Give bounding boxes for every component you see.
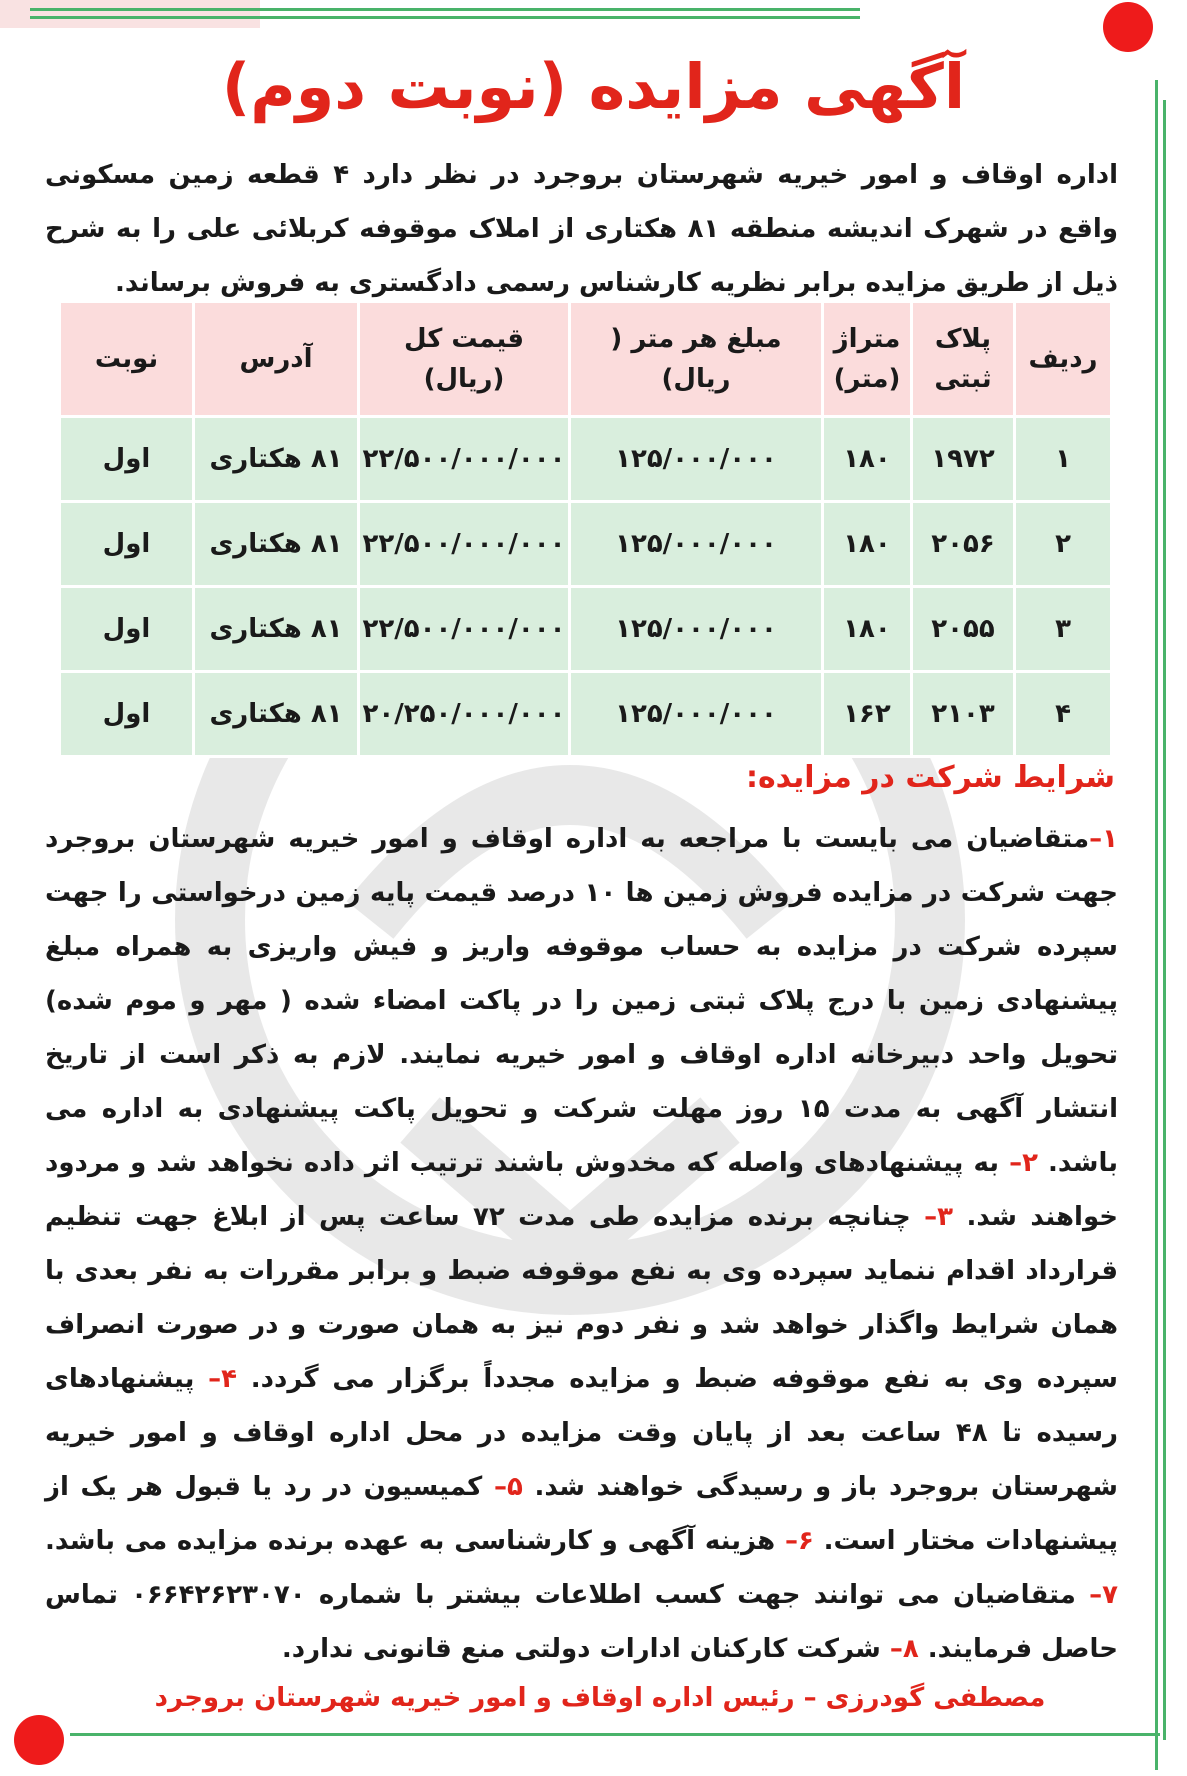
cell-plate: ۲۰۵۵ — [912, 587, 1015, 672]
cell-total-price: ۲۲/۵۰۰/۰۰۰/۰۰۰ — [359, 502, 570, 587]
cell-price-per-meter: ۱۲۵/۰۰۰/۰۰۰ — [570, 417, 823, 502]
condition-text: متقاضیان می توانند جهت کسب اطلاعات بیشتر با شماره ۰۶۶۴۲۶۲۳۰۷۰ تماس حاصل فرمایند. — [45, 1580, 1118, 1664]
cell-price-per-meter: ۱۲۵/۰۰۰/۰۰۰ — [570, 502, 823, 587]
cell-row-number: ۲ — [1015, 502, 1111, 587]
cell-price-per-meter: ۱۲۵/۰۰۰/۰۰۰ — [570, 587, 823, 672]
cell-total-price: ۲۲/۵۰۰/۰۰۰/۰۰۰ — [359, 587, 570, 672]
bottom-border-line — [70, 1733, 1160, 1736]
condition-number: ۳– — [924, 1202, 954, 1232]
table-row — [60, 587, 1111, 672]
cell-price-per-meter: ۱۲۵/۰۰۰/۰۰۰ — [570, 672, 823, 757]
condition-number: ۲– — [1009, 1148, 1038, 1178]
cell-area: ۱۶۲ — [823, 672, 912, 757]
cell-address: ۸۱ هکتاری — [194, 672, 359, 757]
table-header-row — [60, 303, 1111, 417]
page-title: آگهی مزایده (نوبت دوم) — [221, 50, 966, 123]
cell-round: اول — [60, 502, 194, 587]
conditions-title: شرایط شرکت در مزایده: — [745, 760, 1115, 795]
condition-text: چنانچه برنده مزایده طی مدت ۷۲ ساعت پس از ابلاغ جهت تنظیم قرارداد اقدام ننماید سپرده وی به نفع موقوفه ضبط و برابر مقررات به نفر بعدی با همان شرایط واگذار خواهد شد و نفر دوم نیز به همان صورت و در صورت انصراف سپرده وی به نفع موقوفه ضبط و مزایده مجدداً برگزار می گردد. — [45, 1202, 1118, 1394]
header-total-price: قیمت کل (ریال) — [359, 303, 570, 417]
cell-area: ۱۸۰ — [823, 417, 912, 502]
condition-text: پیشنهادهای رسیده تا ۴۸ ساعت بعد از پایان وقت مزایده در محل اداره اوقاف و امور خیریه شهرستان بروجرد باز و رسیدگی خواهند شد. — [45, 1364, 1118, 1502]
header-plate: پلاک ثبتی — [912, 303, 1015, 417]
table-row — [60, 502, 1111, 587]
condition-text: به پیشنهادهای واصله که مخدوش باشند ترتیب اثر داده نخواهد شد و مردود خواهند شد. — [45, 1148, 1118, 1232]
auction-table — [58, 303, 1110, 758]
condition-text: هزینه آگهی و کارشناسی به عهده برنده مزایده می باشد. — [45, 1526, 776, 1556]
cell-total-price: ۲۲/۵۰۰/۰۰۰/۰۰۰ — [359, 417, 570, 502]
cell-area: ۱۸۰ — [823, 587, 912, 672]
condition-number: ۵– — [493, 1472, 523, 1502]
top-border-line-2 — [30, 16, 860, 19]
condition-text: متقاضیان می بایست با مراجعه به اداره اوقاف و امور خیریه شهرستان بروجرد جهت شرکت در مزایده فروش زمین ها ۱۰ درصد قیمت پایه زمین درخواستی را جهت سپرده شرکت در مزایده به حساب موقوفه واریز و فیش واریزی به همراه مبلغ پیشنهادی زمین با درج پلاک ثبتی زمین را در پاکت امضاء شده ( مهر و موم شده) تحویل واحد دبیرخانه اداره اوقاف و امور خیریه نمایند. لازم به ذکر است از تاریخ انتشار آگهی به مدت ۱۵ روز مهلت شرکت و تحویل پاکت پیشنهادی به اداره می باشد. — [45, 824, 1119, 1178]
red-dot-top-right — [1103, 2, 1153, 52]
header-price-per-meter: مبلغ هر متر ( ریال) — [570, 303, 823, 417]
header-area: متراژ (متر) — [823, 303, 912, 417]
top-border-line — [30, 8, 860, 11]
header-row-number: ردیف — [1015, 303, 1111, 417]
right-border-line-2 — [1163, 100, 1166, 1740]
cell-plate: ۲۱۰۳ — [912, 672, 1015, 757]
cell-row-number: ۴ — [1015, 672, 1111, 757]
conditions-paragraph — [45, 812, 1118, 1676]
cell-address: ۸۱ هکتاری — [194, 502, 359, 587]
cell-address: ۸۱ هکتاری — [194, 587, 359, 672]
cell-round: اول — [60, 672, 194, 757]
condition-number: ۷– — [1089, 1580, 1118, 1610]
cell-round: اول — [60, 417, 194, 502]
header-round: نوبت — [60, 303, 194, 417]
cell-area: ۱۸۰ — [823, 502, 912, 587]
cell-plate: ۲۰۵۶ — [912, 502, 1015, 587]
signature: مصطفی گودرزی – رئیس اداره اوقاف و امور خیریه شهرستان بروجرد — [154, 1683, 1046, 1713]
condition-number: ۱– — [1089, 824, 1118, 854]
corner-decoration — [0, 0, 260, 28]
cell-plate: ۱۹۷۲ — [912, 417, 1015, 502]
cell-row-number: ۱ — [1015, 417, 1111, 502]
cell-address: ۸۱ هکتاری — [194, 417, 359, 502]
cell-row-number: ۳ — [1015, 587, 1111, 672]
right-border-line — [1155, 80, 1158, 1770]
condition-text: شرکت کارکنان ادارات دولتی منع قانونی ندارد. — [281, 1634, 881, 1664]
condition-text: کمیسیون در رد یا قبول هر یک از پیشنهادات مختار است. — [45, 1472, 1118, 1556]
condition-number: ۴– — [208, 1364, 237, 1394]
table-row — [60, 672, 1111, 757]
red-dot-bottom-left — [14, 1715, 64, 1765]
condition-number: ۶– — [784, 1526, 814, 1556]
cell-round: اول — [60, 587, 194, 672]
condition-number: ۸– — [889, 1634, 919, 1664]
intro-paragraph: اداره اوقاف و امور خیریه شهرستان بروجرد در نظر دارد ۴ قطعه زمین مسکونی واقع در شهرک اندیشه منطقه ۸۱ هکتاری از املاک موقوفه کربلائی علی را به شرح ذیل از طریق مزایده برابر نظریه کارشناس رسمی دادگستری به فروش برساند. — [45, 160, 1119, 298]
cell-total-price: ۲۰/۲۵۰/۰۰۰/۰۰۰ — [359, 672, 570, 757]
header-address: آدرس — [194, 303, 359, 417]
table-row — [60, 417, 1111, 502]
